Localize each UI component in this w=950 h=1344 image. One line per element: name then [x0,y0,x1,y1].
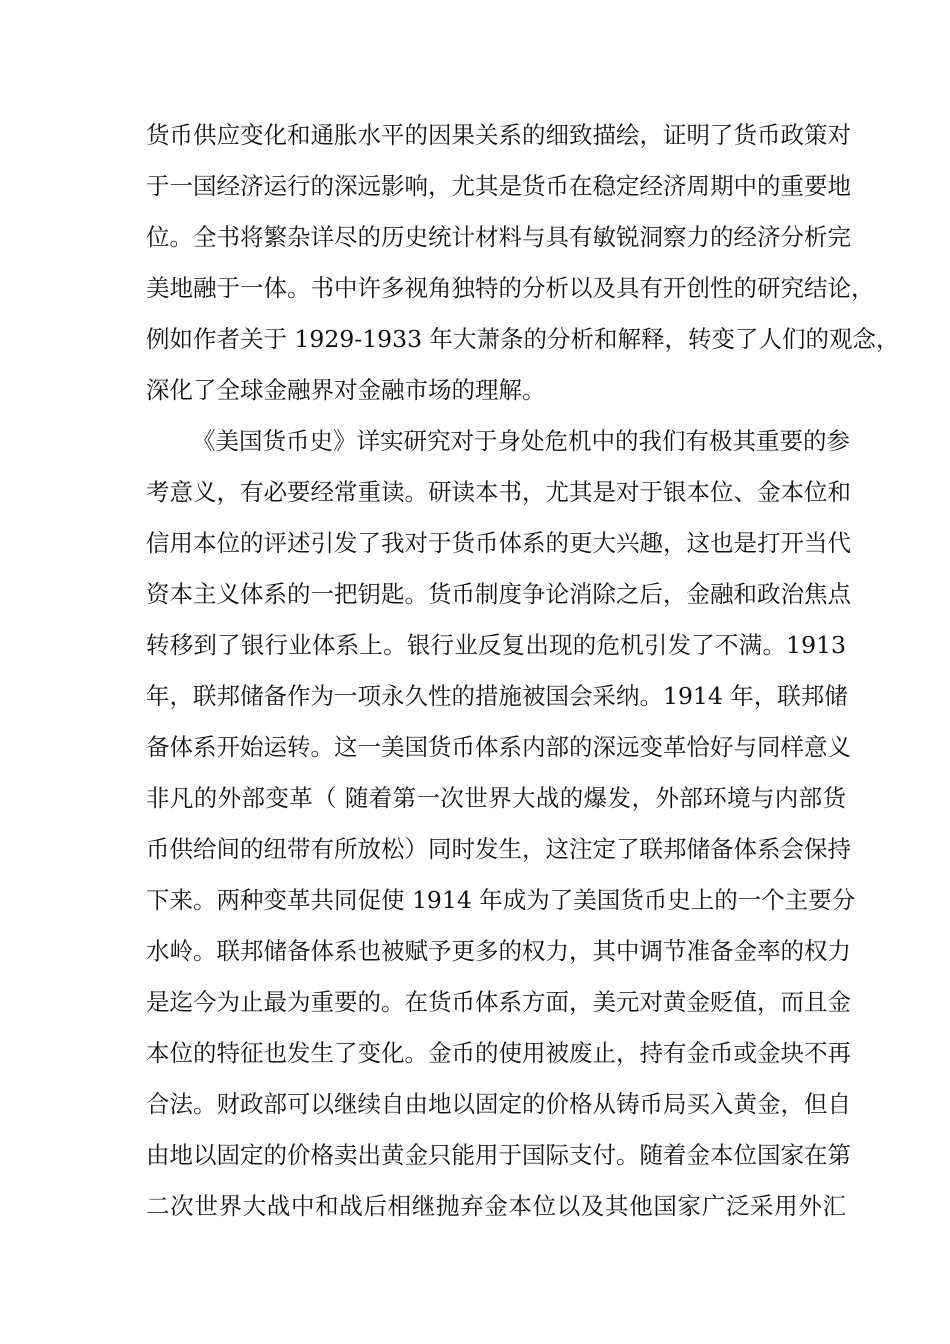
text-line: 年，联邦储备作为一项永久性的措施被国会采纳。1914 年，联邦储 [146,682,848,710]
text-line: 例如作者关于 1929-1933 年大萧条的分析和解释，转变了人们的观念， [146,325,900,353]
text-line: 资本主义体系的一把钥匙。货币制度争论消除之后，金融和政治焦点 [146,580,851,608]
text-line: 本位的特征也发生了变化。金币的使用被废止，持有金币或金块不再 [146,1039,851,1067]
text-line: 位。全书将繁杂详尽的历史统计材料与具有敏锐洞察力的经济分析完 [146,223,851,251]
text-line: 由地以固定的价格卖出黄金只能用于国际支付。随着金本位国家在第 [146,1141,851,1169]
text-line: 二次世界大战中和战后相继抛弃金本位以及其他国家广泛采用外汇 [146,1192,846,1220]
text-line: 于一国经济运行的深远影响，尤其是货币在稳定经济周期中的重要地 [146,172,851,200]
text-line: 备体系开始运转。这一美国货币体系内部的深远变革恰好与同样意义 [146,733,851,761]
paragraph-first-line: 《美国货币史》详实研究对于身处危机中的我们有极其重要的参 [192,427,850,455]
text-line: 非凡的外部变革（ 随着第一次世界大战的爆发，外部环境与内部货 [146,784,846,812]
text-line: 考意义，有必要经常重读。研读本书，尤其是对于银本位、金本位和 [146,478,851,506]
text-line: 合法。财政部可以继续自由地以固定的价格从铸币局买入黄金，但自 [146,1090,851,1118]
text-line: 水岭。联邦储备体系也被赋予更多的权力，其中调节准备金率的权力 [146,937,851,965]
text-line: 深化了全球金融界对金融市场的理解。 [146,376,546,404]
text-line: 货币供应变化和通胀水平的因果关系的细致描绘，证明了货币政策对 [146,121,851,149]
text-line: 美地融于一体。书中许多视角独特的分析以及具有开创性的研究结论， [146,274,875,302]
text-line: 信用本位的评述引发了我对于货币体系的更大兴趣，这也是打开当代 [146,529,851,557]
text-line: 是迄今为止最为重要的。在货币体系方面，美元对黄金贬值，而且金 [146,988,851,1016]
text-line: 币供给间的纽带有所放松）同时发生，这注定了联邦储备体系会保持 [146,835,851,863]
text-line: 下来。两种变革共同促使 1914 年成为了美国货币史上的一个主要分 [146,886,856,914]
text-line: 转移到了银行业体系上。银行业反复出现的危机引发了不满。1913 [146,631,846,659]
